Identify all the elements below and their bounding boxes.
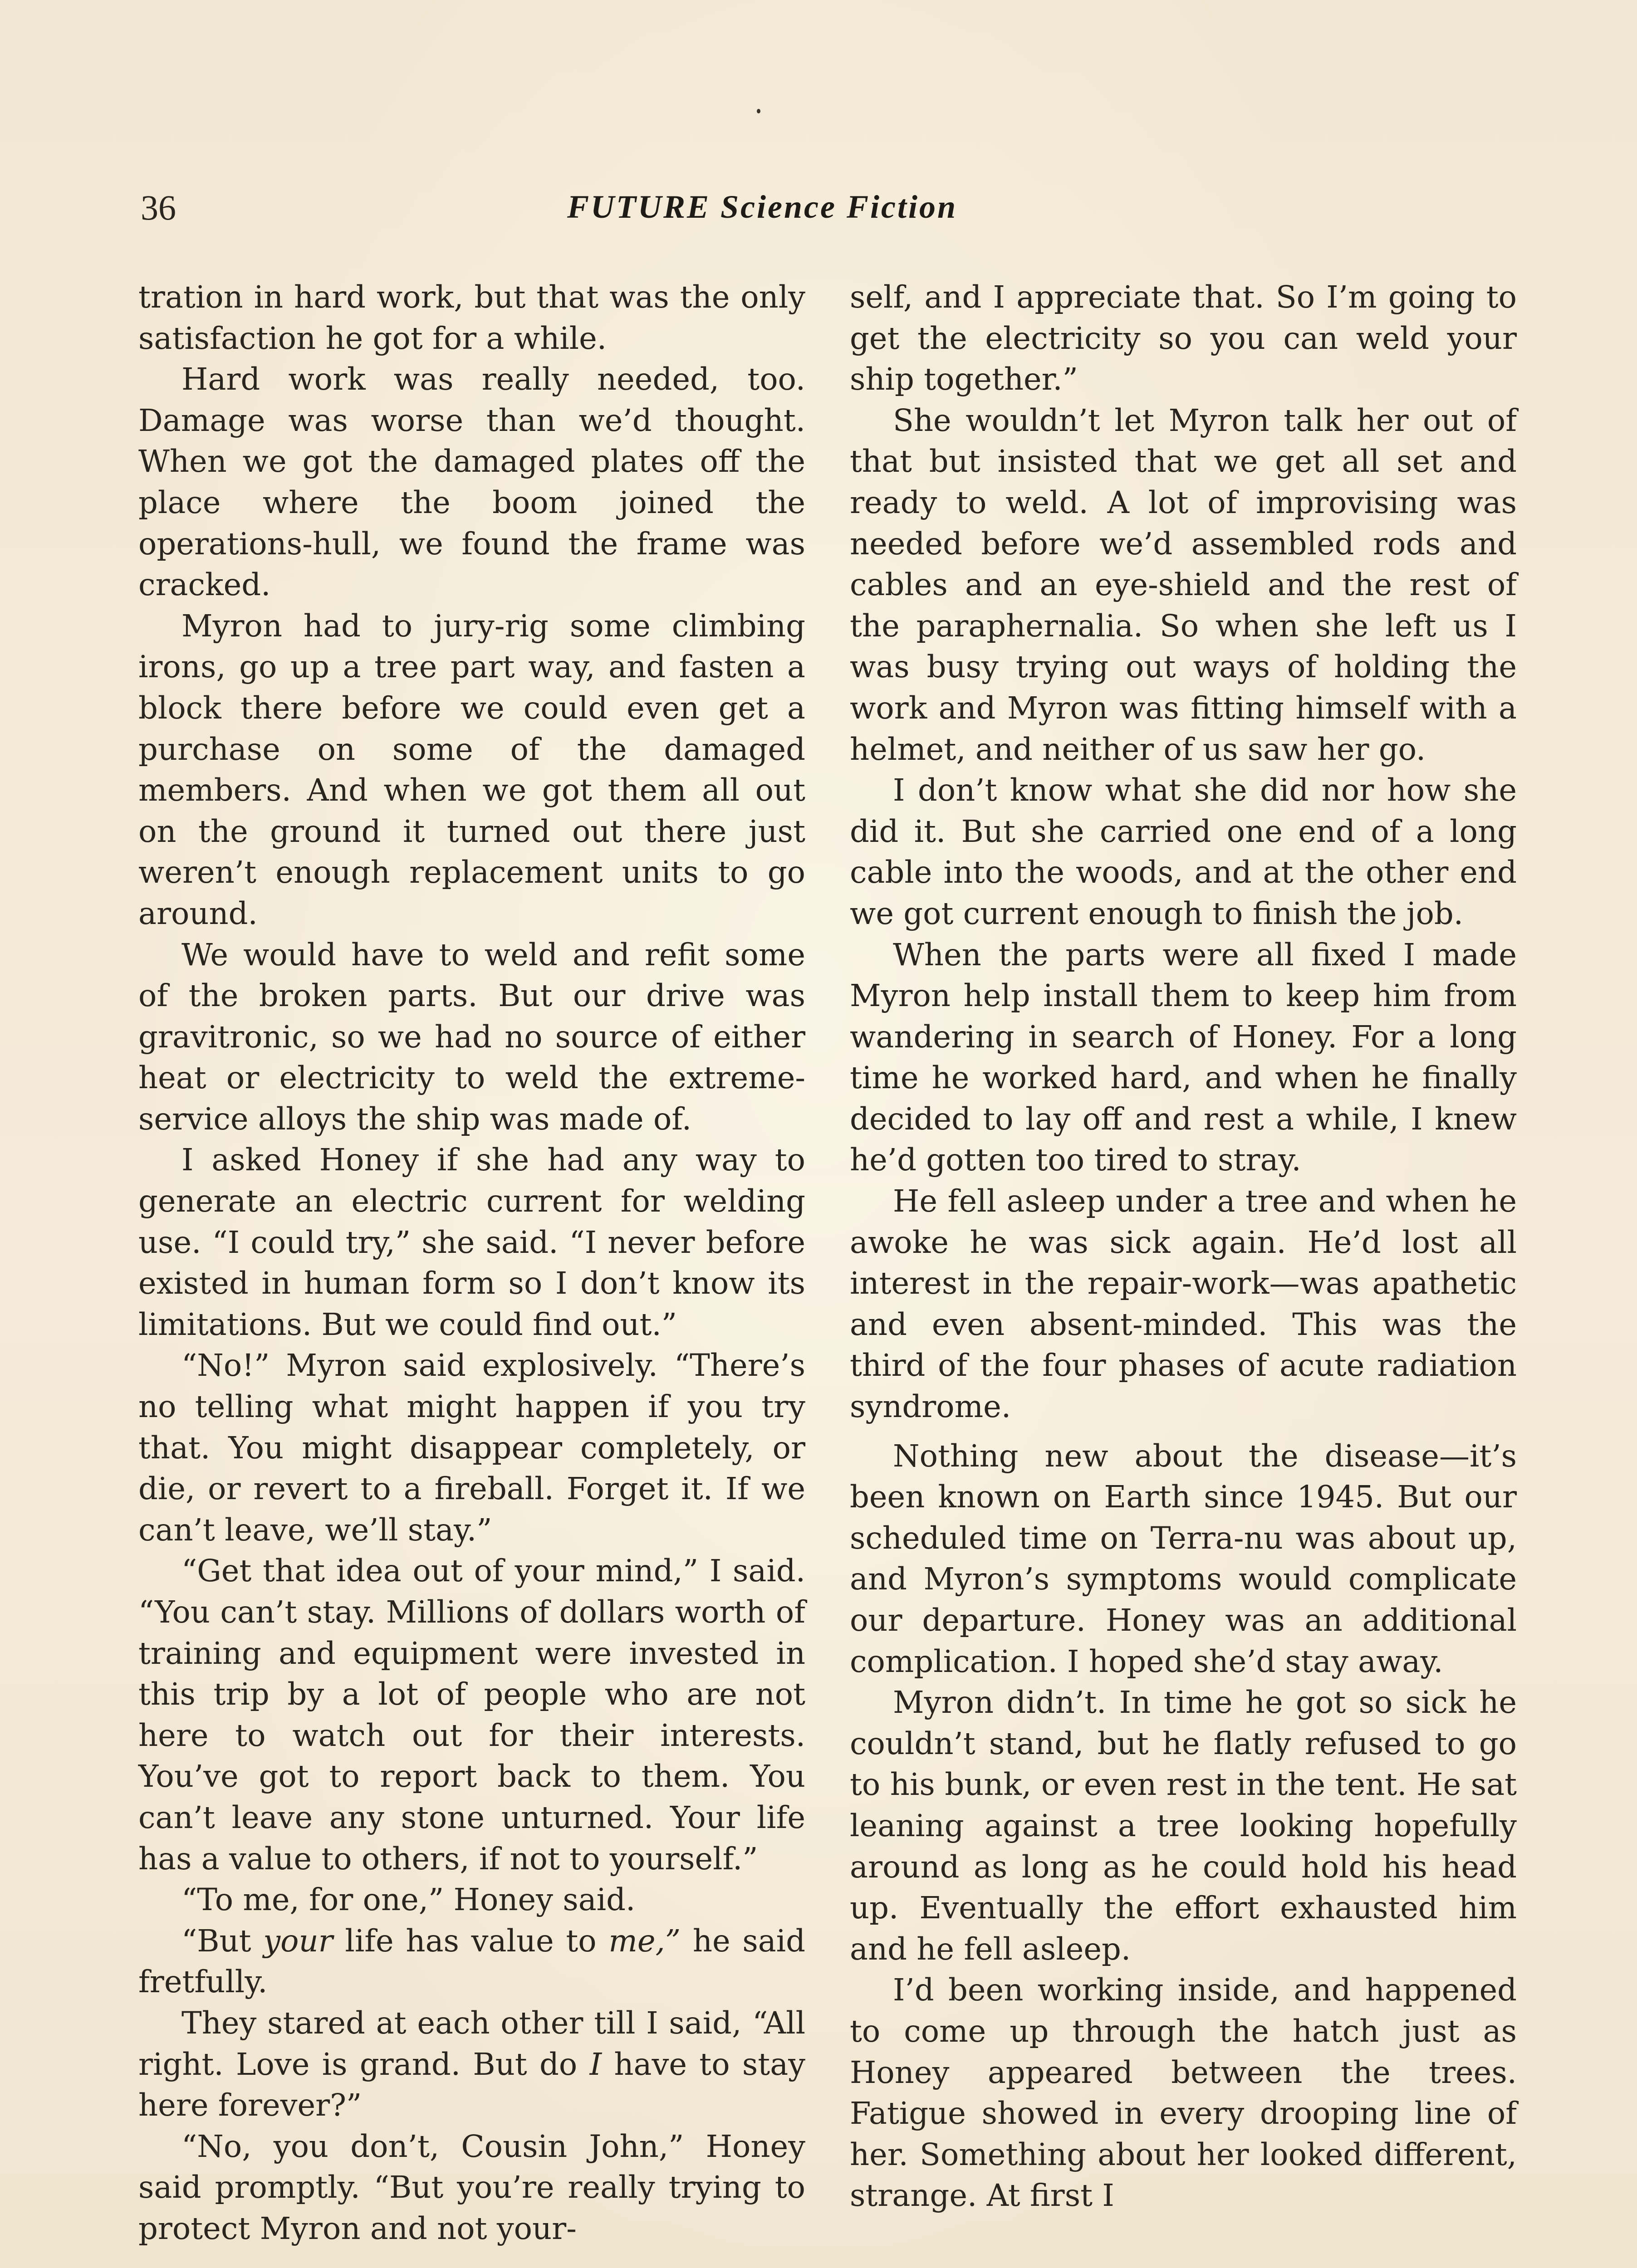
text-run: “But: [181, 1923, 264, 1959]
text-run: life has value to: [333, 1923, 609, 1959]
text-run: have to stay here forever?”: [138, 2046, 805, 2123]
page-header: [141, 179, 1520, 247]
running-title: FUTURE Science Fiction: [567, 189, 957, 225]
paragraph: I asked Honey if she had any way to generate an electric current for welding use. “I could try,” she said. “I never before existed in human form so I don’t know its limitations. But we could find out.”: [138, 1142, 805, 1342]
paragraph: When the parts were all fixed I made Myron help install them to keep him from wandering in search of Honey. For a long time he worked hard, and when he finally decided to lay off and rest a while, I knew he’d gotten too tired to stray.: [850, 937, 1517, 1178]
paragraph: Nothing new about the disease—it’s been known on Earth since 1945. But our scheduled time on Terra-nu was about up, and Myron’s symptoms would complicate our departure. Honey was an additional complication. I hoped she’d stay away.: [850, 1438, 1517, 1679]
paragraph: “No, you don’t, Cousin John,” Honey said promptly. “But you’re really trying to protect Myron and not your-: [138, 2128, 805, 2246]
emphasis: me,”: [608, 1923, 681, 1959]
emphasis: I: [589, 2046, 602, 2082]
paragraph: [138, 1921, 805, 2003]
page-number: 36: [141, 188, 176, 227]
right-column: [850, 277, 1517, 2216]
paragraph: We would have to weld and refit some of the broken parts. But our drive was gravitronic, so we had no source of either heat or electricity to weld the extreme-service alloys the ship was made of.: [138, 937, 805, 1137]
paragraph: I don’t know what she did nor how she did it. But she carried one end of a long cable into the woods, and at the other end we got current enough to finish the job.: [850, 772, 1517, 931]
paragraph: “No!” Myron said explosively. “There’s no telling what might happen if you try that. You might disappear completely, or die, or revert to a fireball. Forget it. If we can’t leave, we’ll stay.”: [138, 1348, 805, 1548]
paragraph: Myron didn’t. In time he got so sick he couldn’t stand, but he flatly refused to go to his bunk, or even rest in the tent. He sat leaning against a tree looking hopefully around as long as he could hold his head up. Eventually the effort exhausted him and he fell asleep.: [850, 1685, 1517, 1967]
ink-speck: [757, 109, 760, 113]
paragraph: She wouldn’t let Myron talk her out of that but insisted that we get all set and ready to weld. A lot of improvising was needed before we’d assembled rods and cables and an eye-shield and the rest of the paraphernalia. So when she left us I was busy trying out ways of holding the work and Myron was fitting himself with a helmet, and neither of us saw her go.: [850, 402, 1517, 767]
emphasis: your: [263, 1923, 333, 1959]
paragraph: He fell asleep under a tree and when he awoke he was sick again. He’d lost all interest in the repair-work—was apathetic and even absent-minded. This was the third of the four phases of acute radiation syndrome.: [850, 1183, 1517, 1425]
paragraph: I’d been working inside, and happened to come up through the hatch just as Honey appeared between the trees. Fatigue showed in every drooping line of her. Something about her looked different, strange. At first I: [850, 1972, 1517, 2214]
paragraph: Hard work was really needed, too. Damage was worse than we’d thought. When we got the damaged plates off the place where the boom joined the operations-hull, we found the frame was cracked.: [138, 362, 805, 603]
paragraph: self, and I appreciate that. So I’m going to get the electricity so you can weld your ship together.”: [850, 279, 1517, 397]
paragraph: Myron had to jury-rig some climbing irons, go up a tree part way, and fasten a block there before we could even get a purchase on some of the damaged members. And when we got them all out on the ground it turned out there just weren’t enough replacement units to go around.: [138, 608, 805, 931]
text-run: They stared at each other till I said, “All right. Love is grand. But do: [138, 2005, 805, 2082]
paragraph: “Get that idea out of your mind,” I said. “You can’t stay. Millions of dollars worth of training and equipment were invested in this trip by a lot of people who are not here to watch out for their interests. You’ve got to report back to them. You can’t leave any stone unturned. Your life has a value to others, if not to yourself.”: [138, 1553, 805, 1877]
paragraph: tration in hard work, but that was the only satisfaction he got for a while.: [138, 279, 805, 356]
paragraph: [138, 2003, 805, 2126]
paragraph: “To me, for one,” Honey said.: [181, 1882, 636, 1918]
text-run: he said fretfully.: [138, 1923, 805, 2000]
left-column: [138, 277, 805, 2249]
